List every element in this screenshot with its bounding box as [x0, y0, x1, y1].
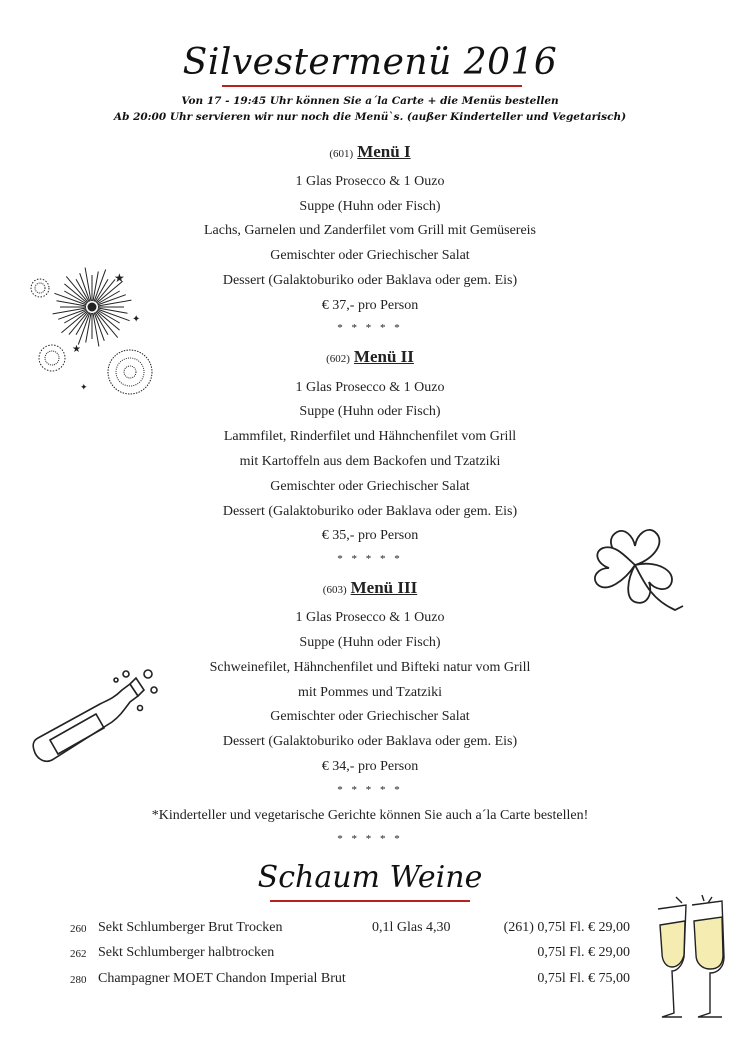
- champagne-bottle-icon: [30, 668, 170, 768]
- menu-1-item: Suppe (Huhn oder Fisch): [299, 199, 441, 214]
- subtitle-menu-only: Ab 20:00 Uhr servieren wir nur noch die Menü`s. (außer Kinderteller und Vegetarisch): [113, 111, 627, 123]
- wine-number: 260: [70, 923, 87, 935]
- menu-2-item: Gemischter oder Griechischer Salat: [270, 479, 470, 494]
- menu-1-name: Menü I: [357, 142, 411, 161]
- svg-text:✦: ✦: [132, 314, 141, 325]
- separator-stars: * * * * *: [337, 784, 403, 796]
- menu-3-item: Gemischter oder Griechischer Salat: [270, 709, 470, 724]
- menu-2-item: Dessert (Galaktoburiko oder Baklava oder gem. Eis): [222, 504, 518, 519]
- wine-row: [0, 920, 740, 940]
- menu-3-item: Suppe (Huhn oder Fisch): [299, 635, 441, 650]
- menu-1-item: Dessert (Galaktoburiko oder Baklava oder gem. Eis): [222, 273, 518, 288]
- menu-3-number: (603): [322, 584, 347, 596]
- menu-2-name: Menü II: [353, 347, 414, 366]
- page-title: Silvestermenü 2016: [182, 42, 558, 83]
- separator-stars: * * * * *: [337, 553, 403, 565]
- menu-1-price: € 37,- pro Person: [321, 298, 419, 313]
- wine-title-underline: [270, 900, 470, 902]
- svg-text:★: ★: [72, 344, 81, 355]
- menu-2-number: (602): [326, 353, 350, 365]
- menu-1-heading: [0, 142, 740, 162]
- sparkling-wine-title: Schaum Weine: [257, 860, 483, 895]
- wine-name: Champagner MOET Chandon Imperial Brut: [98, 971, 346, 986]
- menu-3-item: Dessert (Galaktoburiko oder Baklava oder gem. Eis): [222, 734, 518, 749]
- champagne-glasses-icon: [652, 895, 732, 1035]
- menu-2-item: Suppe (Huhn oder Fisch): [299, 404, 441, 419]
- wine-bottle-price: 0,75l Fl. € 29,00: [537, 945, 630, 960]
- kids-veg-note: *Kinderteller und vegetarische Gerichte können Sie auch a´la Carte bestellen!: [151, 808, 589, 823]
- wine-bottle-price: 0,75l Fl. € 75,00: [537, 971, 630, 986]
- menu-3-item: mit Pommes und Tzatziki: [297, 685, 442, 700]
- wine-name: Sekt Schlumberger Brut Trocken: [98, 920, 283, 935]
- separator-stars: * * * * *: [337, 833, 403, 845]
- menu-2-price: € 35,- pro Person: [321, 528, 419, 543]
- menu-2-item: 1 Glas Prosecco & 1 Ouzo: [295, 380, 445, 395]
- wine-bottle-price: (261) 0,75l Fl. € 29,00: [503, 920, 630, 935]
- wine-glass-price: 0,1l Glas 4,30: [372, 920, 451, 935]
- wine-row: [0, 971, 740, 991]
- menu-1-item: Gemischter oder Griechischer Salat: [270, 248, 470, 263]
- separator-stars: * * * * *: [337, 322, 403, 334]
- menu-2-item: mit Kartoffeln aus dem Backofen und Tzatziki: [239, 454, 501, 469]
- menu-1-item: 1 Glas Prosecco & 1 Ouzo: [295, 174, 445, 189]
- svg-text:★: ★: [114, 271, 125, 285]
- menu-1-number: (601): [329, 148, 354, 160]
- menu-2-item: Lammfilet, Rinderfilet und Hähnchenfilet vom Grill: [223, 429, 517, 444]
- menu-3-name: Menü III: [350, 578, 418, 597]
- clover-icon: [585, 520, 695, 620]
- menu-3-item: 1 Glas Prosecco & 1 Ouzo: [295, 610, 445, 625]
- wine-number: 262: [70, 948, 87, 960]
- wine-name: Sekt Schlumberger halbtrocken: [98, 945, 275, 960]
- subtitle-hours: Von 17 - 19:45 Uhr können Sie a´la Carte + die Menüs bestellen: [181, 95, 559, 107]
- svg-text:✦: ✦: [80, 382, 88, 392]
- wine-number: 280: [70, 974, 87, 986]
- wine-row: [0, 945, 740, 965]
- menu-3-price: € 34,- pro Person: [321, 759, 419, 774]
- menu-3-item: Schweinefilet, Hähnchenfilet und Bifteki natur vom Grill: [209, 660, 531, 675]
- menu-1-item: Lachs, Garnelen und Zanderfilet vom Grill mit Gemüsereis: [203, 223, 536, 238]
- fireworks-icon: [22, 262, 182, 402]
- title-underline: [222, 85, 522, 87]
